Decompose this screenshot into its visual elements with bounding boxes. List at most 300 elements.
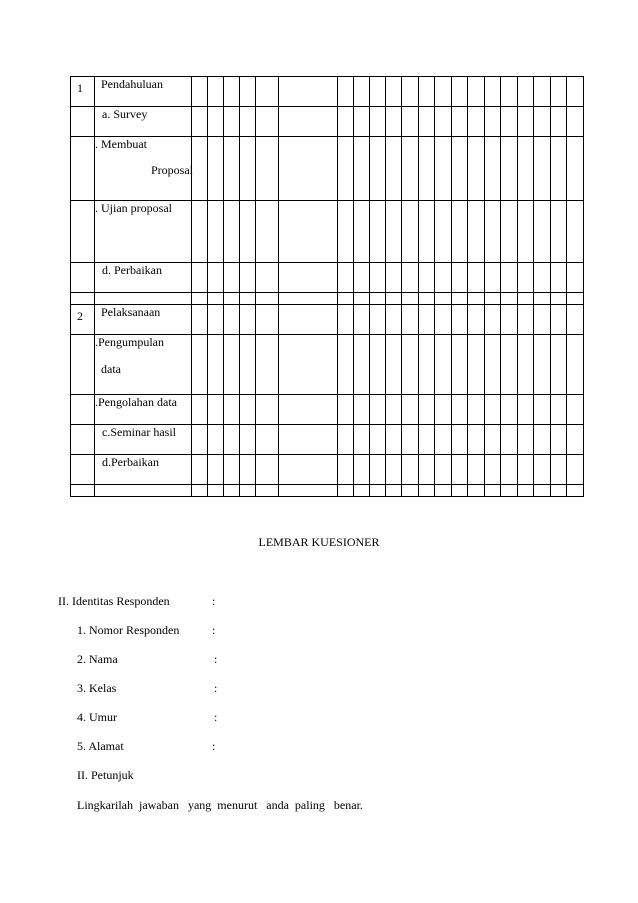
row-number-cell [71,485,95,497]
table-row [71,335,584,395]
row-number-cell [71,395,95,425]
schedule-cell [402,263,419,293]
schedule-cell [279,263,338,293]
schedule-cell [452,335,468,395]
schedule-cell [256,77,279,107]
schedule-cell [419,263,435,293]
schedule-cell [208,263,224,293]
schedule-cell [279,395,338,425]
schedule-cell [354,107,370,137]
schedule-cell [192,395,208,425]
schedule-cell [192,305,208,335]
schedule-cell [485,305,501,335]
schedule-cell [338,77,354,107]
schedule-cell [354,335,370,395]
schedule-cell [534,201,551,263]
schedule-cell [435,425,452,455]
schedule-cell [419,305,435,335]
schedule-cell [419,335,435,395]
schedule-cell [501,395,518,425]
schedule-cell [240,293,256,305]
schedule-cell [452,485,468,497]
activity-cell [95,305,192,335]
schedule-cell [386,77,402,107]
schedule-cell [279,107,338,137]
schedule-cell [485,293,501,305]
schedule-cell [386,395,402,425]
row-number-cell [71,455,95,485]
schedule-cell [402,425,419,455]
schedule-cell [567,485,584,497]
row-number-cell [71,335,95,395]
schedule-cell [240,77,256,107]
schedule-cell [338,137,354,201]
schedule-cell [279,77,338,107]
schedule-cell [354,137,370,201]
schedule-cell [485,77,501,107]
schedule-cell [208,201,224,263]
schedule-cell [452,305,468,335]
schedule-cell [518,485,534,497]
activity-cell [95,455,192,485]
schedule-cell [518,395,534,425]
activity-label: c.Seminar hasil [102,425,176,439]
schedule-cell [419,455,435,485]
schedule-cell [567,293,584,305]
schedule-cell [419,425,435,455]
schedule-cell [435,395,452,425]
schedule-cell [208,107,224,137]
schedule-cell [468,305,485,335]
schedule-cell [518,425,534,455]
table-row [71,137,584,201]
schedule-cell [567,201,584,263]
schedule-cell [354,263,370,293]
schedule-cell [518,305,534,335]
activity-label: d.Perbaikan [102,455,159,469]
schedule-cell [551,455,567,485]
schedule-cell [192,137,208,201]
schedule-cell [485,455,501,485]
schedule-cell [402,137,419,201]
schedule-cell [370,425,386,455]
schedule-cell [224,77,240,107]
schedule-cell [224,305,240,335]
schedule-cell [419,77,435,107]
activity-label: Proposal [151,163,193,177]
schedule-cell [551,107,567,137]
schedule-cell [534,395,551,425]
schedule-cell [208,485,224,497]
schedule-cell [354,485,370,497]
schedule-cell [567,455,584,485]
activity-cell [95,201,192,263]
schedule-cell [402,395,419,425]
schedule-cell [468,395,485,425]
schedule-cell [551,335,567,395]
schedule-cell [567,77,584,107]
table-row [71,425,584,455]
schedule-cell [485,107,501,137]
activity-cell [95,293,192,305]
schedule-cell [419,201,435,263]
schedule-cell [192,455,208,485]
row-number-cell: 2 [71,305,95,335]
activity-label: . Ujian proposal [95,201,172,215]
field-nama-label: 2. Nama [77,652,118,666]
schedule-cell [485,201,501,263]
schedule-cell [419,293,435,305]
schedule-cell [354,305,370,335]
schedule-cell [192,485,208,497]
schedule-cell [338,395,354,425]
schedule-cell [485,485,501,497]
table-row [71,201,584,263]
section-identitas-responden [58,594,170,609]
schedule-cell [567,263,584,293]
schedule-cell [485,395,501,425]
row-number-cell [71,107,95,137]
schedule-cell [224,107,240,137]
schedule-cell [208,305,224,335]
schedule-cell [370,305,386,335]
schedule-cell [501,77,518,107]
schedule-cell [435,455,452,485]
schedule-cell [208,137,224,201]
schedule-cell [192,107,208,137]
schedule-cell [452,395,468,425]
schedule-cell [208,77,224,107]
petunjuk-heading: II. Petunjuk [77,768,134,782]
schedule-cell [224,455,240,485]
schedule-cell [386,201,402,263]
schedule-cell [468,455,485,485]
schedule-cell [224,201,240,263]
row-number-cell [71,201,95,263]
schedule-cell [534,107,551,137]
table-row [71,455,584,485]
table-row [71,305,584,335]
field-umur-label: 4. Umur [77,710,117,724]
schedule-cell [386,335,402,395]
schedule-cell [402,485,419,497]
field-kelas-colon: : [214,681,218,695]
schedule-cell [435,201,452,263]
schedule-cell [240,485,256,497]
schedule-cell [468,137,485,201]
schedule-cell [279,485,338,497]
schedule-cell [240,425,256,455]
schedule-cell [551,485,567,497]
schedule-cell [354,455,370,485]
schedule-cell [534,455,551,485]
schedule-cell [567,107,584,137]
field-nomor-responden-colon: : [212,623,216,637]
schedule-cell [402,201,419,263]
schedule-cell [224,293,240,305]
schedule-cell [338,201,354,263]
schedule-cell [208,425,224,455]
schedule-cell [208,455,224,485]
schedule-cell [419,137,435,201]
row-number-cell [71,293,95,305]
schedule-cell [386,305,402,335]
schedule-cell [501,201,518,263]
schedule-cell [551,305,567,335]
schedule-cell [534,77,551,107]
activity-cell [95,137,192,201]
schedule-cell [551,293,567,305]
schedule-cell [468,107,485,137]
schedule-cell [452,137,468,201]
schedule-cell [224,335,240,395]
schedule-cell [485,335,501,395]
schedule-cell [435,137,452,201]
schedule-cell [435,263,452,293]
schedule-cell [468,425,485,455]
schedule-cell [386,485,402,497]
schedule-cell [435,293,452,305]
schedule-cell [534,335,551,395]
schedule-cell [386,137,402,201]
schedule-cell [256,305,279,335]
schedule-cell [501,335,518,395]
row-number-cell [71,137,95,201]
activity-cell [95,395,192,425]
schedule-cell [518,201,534,263]
schedule-cell [279,305,338,335]
schedule-cell [435,485,452,497]
schedule-cell [370,455,386,485]
section-label: II. Identitas Responden [58,594,170,608]
schedule-cell [485,137,501,201]
table-row [71,395,584,425]
schedule-cell [279,201,338,263]
schedule-cell [386,107,402,137]
schedule-cell [192,201,208,263]
schedule-cell [452,455,468,485]
schedule-cell [192,293,208,305]
schedule-cell [468,77,485,107]
schedule-cell [208,395,224,425]
schedule-cell [370,107,386,137]
schedule-cell [240,395,256,425]
activity-label: . Membuat [95,137,147,151]
activity-cell [95,485,192,497]
table-row [71,263,584,293]
schedule-cell [370,485,386,497]
schedule-table [70,76,584,497]
table-row [71,293,584,305]
activity-label: .Pengumpulan [95,335,164,349]
schedule-cell [534,293,551,305]
schedule-cell [551,395,567,425]
schedule-cell [402,107,419,137]
schedule-cell [192,263,208,293]
field-alamat-colon: : [212,739,216,753]
schedule-cell [518,263,534,293]
instruction-text: Lingkarilah jawaban yang menurut anda paling benar. [77,798,363,812]
row-number-cell: 1 [71,77,95,107]
schedule-cell [354,201,370,263]
schedule-cell [256,107,279,137]
activity-label: a. Survey [102,107,148,121]
activity-label: .Pengolahan data [95,395,177,409]
schedule-cell [501,305,518,335]
activity-label: Pendahuluan [101,77,163,91]
schedule-cell [501,263,518,293]
schedule-cell [338,455,354,485]
schedule-cell [452,293,468,305]
activity-cell [95,77,192,107]
schedule-cell [534,263,551,293]
schedule-cell [435,107,452,137]
activity-cell [95,425,192,455]
schedule-cell [256,137,279,201]
schedule-cell [338,335,354,395]
schedule-cell [518,107,534,137]
activity-cell [95,107,192,137]
schedule-cell [402,335,419,395]
schedule-cell [435,305,452,335]
field-nama-colon: : [214,652,218,666]
activity-label: data [101,362,121,376]
schedule-cell [354,293,370,305]
schedule-cell [435,335,452,395]
schedule-cell [386,293,402,305]
schedule-cell [240,201,256,263]
schedule-cell [338,263,354,293]
schedule-cell [452,425,468,455]
field-umur-colon: : [214,710,218,724]
activity-cell [95,263,192,293]
row-number-cell [71,263,95,293]
schedule-cell [256,455,279,485]
schedule-cell [452,107,468,137]
schedule-cell [338,485,354,497]
schedule-cell [518,137,534,201]
schedule-cell [402,77,419,107]
schedule-cell [208,335,224,395]
schedule-cell [370,293,386,305]
schedule-cell [567,335,584,395]
field-nomor-responden-label: 1. Nomor Responden [77,623,180,637]
schedule-cell [534,425,551,455]
schedule-cell [224,425,240,455]
schedule-cell [567,305,584,335]
schedule-cell [240,107,256,137]
schedule-cell [370,395,386,425]
schedule-cell [192,335,208,395]
schedule-cell [279,137,338,201]
questionnaire-title: LEMBAR KUESIONER [258,535,380,549]
schedule-cell [534,137,551,201]
schedule-cell [370,201,386,263]
schedule-cell [338,293,354,305]
schedule-cell [501,425,518,455]
schedule-cell [192,77,208,107]
schedule-cell [240,335,256,395]
schedule-cell [279,335,338,395]
schedule-cell [419,107,435,137]
schedule-cell [386,425,402,455]
schedule-cell [279,293,338,305]
table-row [71,485,584,497]
schedule-cell [551,137,567,201]
schedule-cell [386,263,402,293]
schedule-cell [402,455,419,485]
schedule-cell [338,305,354,335]
schedule-cell [402,293,419,305]
schedule-cell [256,335,279,395]
schedule-cell [551,77,567,107]
schedule-cell [518,335,534,395]
schedule-cell [419,485,435,497]
schedule-cell [256,293,279,305]
activity-cell [95,335,192,395]
row-number-cell [71,425,95,455]
schedule-cell [452,77,468,107]
table-row [71,77,584,107]
schedule-cell [551,425,567,455]
activity-label: Pelaksanaan [101,305,161,319]
schedule-cell [354,425,370,455]
schedule-cell [518,77,534,107]
schedule-cell [240,137,256,201]
schedule-cell [192,425,208,455]
schedule-cell [370,335,386,395]
schedule-cell [354,77,370,107]
schedule-cell [485,425,501,455]
schedule-cell [279,455,338,485]
schedule-cell [256,201,279,263]
schedule-cell [240,305,256,335]
schedule-cell [518,293,534,305]
schedule-cell [240,455,256,485]
schedule-cell [452,201,468,263]
schedule-cell [468,263,485,293]
schedule-cell [224,395,240,425]
schedule-cell [567,425,584,455]
schedule-cell [354,395,370,425]
schedule-cell [224,137,240,201]
schedule-cell [338,425,354,455]
schedule-cell [256,425,279,455]
schedule-cell [279,425,338,455]
schedule-cell [256,485,279,497]
schedule-cell [370,263,386,293]
table-row [71,107,584,137]
schedule-cell [534,485,551,497]
schedule-cell [567,137,584,201]
schedule-cell [468,485,485,497]
schedule-cell [567,395,584,425]
schedule-cell [534,305,551,335]
schedule-cell [468,201,485,263]
schedule-cell [485,263,501,293]
schedule-cell [224,485,240,497]
activity-label: d. Perbaikan [102,263,162,277]
field-kelas-label: 3. Kelas [77,681,117,695]
schedule-cell [419,395,435,425]
schedule-cell [501,107,518,137]
schedule-cell [370,77,386,107]
schedule-cell [240,263,256,293]
schedule-cell [501,293,518,305]
schedule-cell [338,107,354,137]
field-alamat-label: 5. Alamat [77,739,124,753]
schedule-cell [386,455,402,485]
